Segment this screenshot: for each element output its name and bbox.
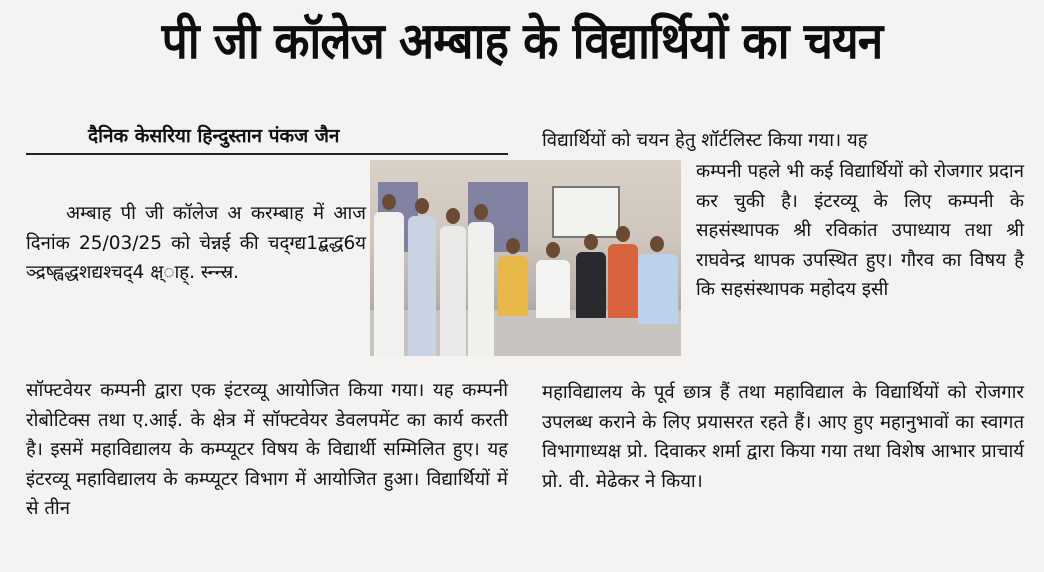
byline-rule [26,153,508,155]
photo-person [440,226,466,356]
left-paragraph-2: सॉफ्टवेयर कम्पनी द्वारा एक इंटरव्यू आयोजित किया गया। यह कम्पनी रोबोटिक्स तथा ए.आई. के क्षेत्र में सॉफ्टवेयर डेवलपमेंट का कार्य करती है। इसमें महाविद्यालय के कम्प्यूटर विषय के विद्यार्थी सम्मिलित हुए। यह इंटरव्यू महाविद्यालय के कम्प्यूटर विभाग में आयोजित हुआ। विद्यार्थियों में से तीन [26,380,508,519]
photo-person-head [382,194,396,210]
group-photo [370,160,681,356]
photo-person-head [650,236,664,252]
photo-person-head [415,198,429,214]
right-paragraph-top: विद्यार्थियों को चयन हेतु शॉर्टलिस्ट किया गया। यह [542,130,868,151]
right-paragraph-bottom: महाविद्यालय के पूर्व छात्र हैं तथा महाविद्याल के विद्यार्थियों को रोजगार उपलब्ध कराने के लिए प्रयासरत रहते हैं। आए हुए महानुभावों का स्वागत विभागाध्यक्ष प्रो. दिवाकर शर्मा द्वारा किया गया तथा विशेष आभार प्राचार्य प्रो. वी. मेढेकर ने किया। [542,382,1024,492]
photo-person [408,216,436,356]
photo-person [576,252,606,318]
byline: दैनिक केसरिया हिन्दुस्तान पंकज जैन [88,125,340,147]
right-paragraph-side: कम्पनी पहले भी कई विद्यार्थियों को रोजगार प्रदान कर चुकी है। इंटरव्यू के लिए कम्पनी के सहसंस्थापक श्री रविकांत उपाध्याय तथा श्री राघवेन्द्र थापक उपस्थित हुए। गौरव का विषय है कि सहसंस्थापक महोदय इसी [696,161,1024,300]
photo-person [536,260,570,318]
left-paragraph-1: अम्बाह पी जी कॉलेज अ करम्बाह में आज दिनांक 25/03/25 को चेन्नई की चद्ग्द्य1द्बद्ध6य ञ्द्रष्ह्वद्धशद्यश्चद्4 क्ष्ाह्. स्न्न्स्र. [26,203,366,283]
photo-person-head [474,204,488,220]
photo-person-head [506,238,520,254]
photo-person [374,212,404,356]
photo-person [498,256,528,316]
photo-person-head [446,208,460,224]
photo-person [608,244,638,318]
photo-person-head [584,234,598,250]
photo-person [638,254,678,324]
photo-person-head [546,242,560,258]
headline: पी जी कॉलेज अम्बाह के विद्यार्थियों का चयन [161,12,883,70]
photo-whiteboard [552,186,620,238]
photo-person-head [616,226,630,242]
photo-person [468,222,494,356]
